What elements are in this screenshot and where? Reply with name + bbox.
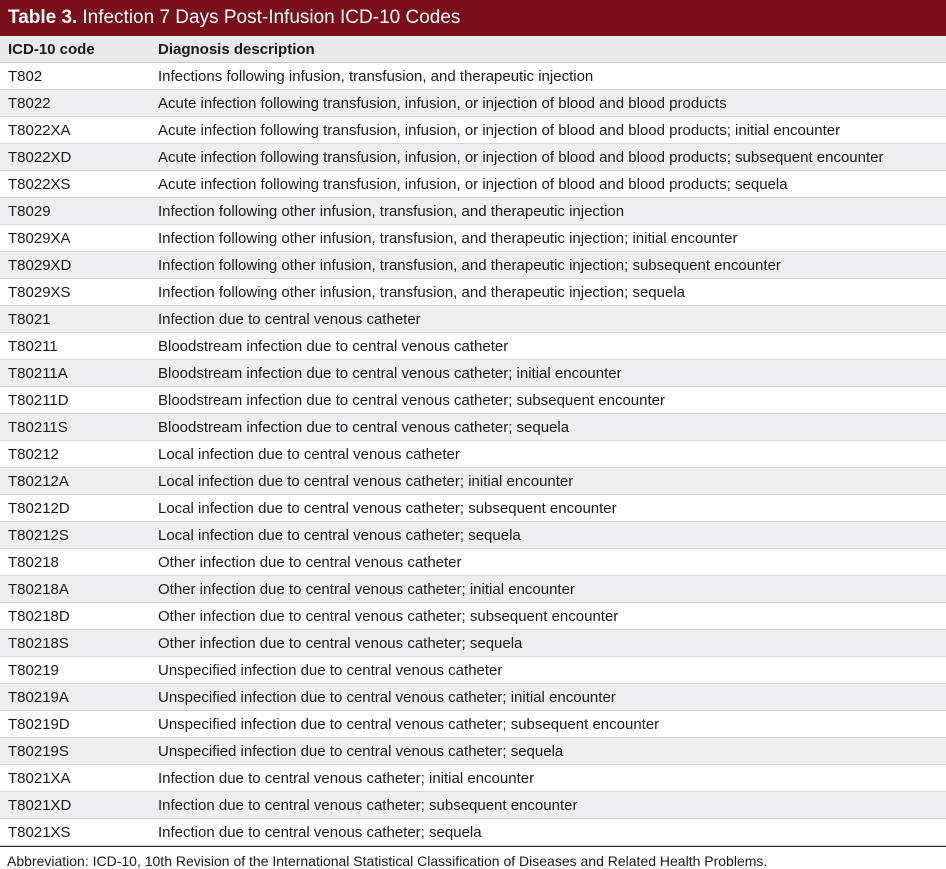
diagnosis-description-cell: Infections following infusion, transfusion, and therapeutic injection <box>150 63 946 90</box>
icd-code-cell: T8022 <box>0 90 150 117</box>
table-row <box>0 630 946 657</box>
icd-code-cell: T8029XD <box>0 252 150 279</box>
diagnosis-description-cell: Infection following other infusion, transfusion, and therapeutic injection; subsequent encounter <box>150 252 946 279</box>
diagnosis-description-cell: Other infection due to central venous catheter; sequela <box>150 630 946 657</box>
icd-code-cell: T80219D <box>0 711 150 738</box>
table-row <box>0 603 946 630</box>
table-row <box>0 765 946 792</box>
icd-code-cell: T80219A <box>0 684 150 711</box>
diagnosis-description-cell: Local infection due to central venous catheter; initial encounter <box>150 468 946 495</box>
diagnosis-description-cell: Bloodstream infection due to central venous catheter <box>150 333 946 360</box>
icd-code-cell: T80218D <box>0 603 150 630</box>
table-row <box>0 549 946 576</box>
column-header-description: Diagnosis description <box>150 36 946 63</box>
diagnosis-description-cell: Infection following other infusion, transfusion, and therapeutic injection; initial encounter <box>150 225 946 252</box>
icd-code-cell: T80211D <box>0 387 150 414</box>
diagnosis-description-cell: Other infection due to central venous catheter; initial encounter <box>150 576 946 603</box>
diagnosis-description-cell: Infection following other infusion, transfusion, and therapeutic injection <box>150 198 946 225</box>
table-title: Infection 7 Days Post-Infusion ICD-10 Codes <box>82 7 461 28</box>
diagnosis-description-cell: Local infection due to central venous catheter; sequela <box>150 522 946 549</box>
icd-code-cell: T8029XA <box>0 225 150 252</box>
diagnosis-description-cell: Bloodstream infection due to central venous catheter; initial encounter <box>150 360 946 387</box>
table-label: Table 3. <box>8 7 78 28</box>
table-row <box>0 144 946 171</box>
icd-code-cell: T80211S <box>0 414 150 441</box>
icd-code-cell: T80218 <box>0 549 150 576</box>
icd-code-cell: T8021 <box>0 306 150 333</box>
icd-code-cell: T80212A <box>0 468 150 495</box>
table-row <box>0 657 946 684</box>
table-footnote: Abbreviation: ICD-10, 10th Revision of the International Statistical Classification of Diseases and Related Health Problems. <box>0 846 946 869</box>
table-row <box>0 63 946 90</box>
table-row <box>0 360 946 387</box>
table-row <box>0 414 946 441</box>
table-row <box>0 711 946 738</box>
diagnosis-description-cell: Infection due to central venous catheter; subsequent encounter <box>150 792 946 819</box>
diagnosis-description-cell: Infection due to central venous catheter; sequela <box>150 819 946 846</box>
icd-code-cell: T80212D <box>0 495 150 522</box>
icd-code-cell: T80211 <box>0 333 150 360</box>
icd-code-cell: T80218S <box>0 630 150 657</box>
diagnosis-description-cell: Acute infection following transfusion, infusion, or injection of blood and blood products; subsequent encounter <box>150 144 946 171</box>
diagnosis-description-cell: Unspecified infection due to central venous catheter; subsequent encounter <box>150 711 946 738</box>
diagnosis-description-cell: Infection due to central venous catheter; initial encounter <box>150 765 946 792</box>
icd-code-cell: T80219S <box>0 738 150 765</box>
diagnosis-description-cell: Acute infection following transfusion, infusion, or injection of blood and blood products; initial encounter <box>150 117 946 144</box>
table-row <box>0 468 946 495</box>
diagnosis-description-cell: Bloodstream infection due to central venous catheter; sequela <box>150 414 946 441</box>
table-row <box>0 792 946 819</box>
icd-code-cell: T8022XD <box>0 144 150 171</box>
table-row <box>0 684 946 711</box>
table-row <box>0 90 946 117</box>
diagnosis-description-cell: Acute infection following transfusion, infusion, or injection of blood and blood products <box>150 90 946 117</box>
icd-code-cell: T8021XD <box>0 792 150 819</box>
table-row <box>0 171 946 198</box>
table-row <box>0 252 946 279</box>
diagnosis-description-cell: Acute infection following transfusion, infusion, or injection of blood and blood products; sequela <box>150 171 946 198</box>
table-body <box>0 63 946 846</box>
diagnosis-description-cell: Other infection due to central venous catheter <box>150 549 946 576</box>
diagnosis-description-cell: Bloodstream infection due to central venous catheter; subsequent encounter <box>150 387 946 414</box>
table-row <box>0 522 946 549</box>
icd-codes-table <box>0 36 946 846</box>
icd-code-cell: T80212 <box>0 441 150 468</box>
table-row <box>0 441 946 468</box>
table-row <box>0 306 946 333</box>
diagnosis-description-cell: Local infection due to central venous catheter; subsequent encounter <box>150 495 946 522</box>
icd-code-cell: T8029XS <box>0 279 150 306</box>
icd-code-cell: T80212S <box>0 522 150 549</box>
table-row <box>0 387 946 414</box>
diagnosis-description-cell: Unspecified infection due to central venous catheter; initial encounter <box>150 684 946 711</box>
column-header-code: ICD-10 code <box>0 36 150 63</box>
table-row <box>0 333 946 360</box>
icd-code-cell: T8022XS <box>0 171 150 198</box>
icd-code-cell: T802 <box>0 63 150 90</box>
table-row <box>0 738 946 765</box>
icd-code-cell: T80218A <box>0 576 150 603</box>
diagnosis-description-cell: Infection due to central venous catheter <box>150 306 946 333</box>
diagnosis-description-cell: Unspecified infection due to central venous catheter; sequela <box>150 738 946 765</box>
diagnosis-description-cell: Other infection due to central venous catheter; subsequent encounter <box>150 603 946 630</box>
icd-code-cell: T80219 <box>0 657 150 684</box>
table-row <box>0 576 946 603</box>
icd-code-cell: T8021XS <box>0 819 150 846</box>
icd-code-cell: T8021XA <box>0 765 150 792</box>
icd-code-cell: T8029 <box>0 198 150 225</box>
icd-code-cell: T8022XA <box>0 117 150 144</box>
diagnosis-description-cell: Unspecified infection due to central venous catheter <box>150 657 946 684</box>
table-row <box>0 225 946 252</box>
table-row <box>0 819 946 846</box>
diagnosis-description-cell: Local infection due to central venous catheter <box>150 441 946 468</box>
table-row <box>0 495 946 522</box>
diagnosis-description-cell: Infection following other infusion, transfusion, and therapeutic injection; sequela <box>150 279 946 306</box>
icd-code-cell: T80211A <box>0 360 150 387</box>
table-row <box>0 198 946 225</box>
table-title-bar <box>0 0 946 36</box>
header-row <box>0 36 946 63</box>
table-row <box>0 117 946 144</box>
table-row <box>0 279 946 306</box>
